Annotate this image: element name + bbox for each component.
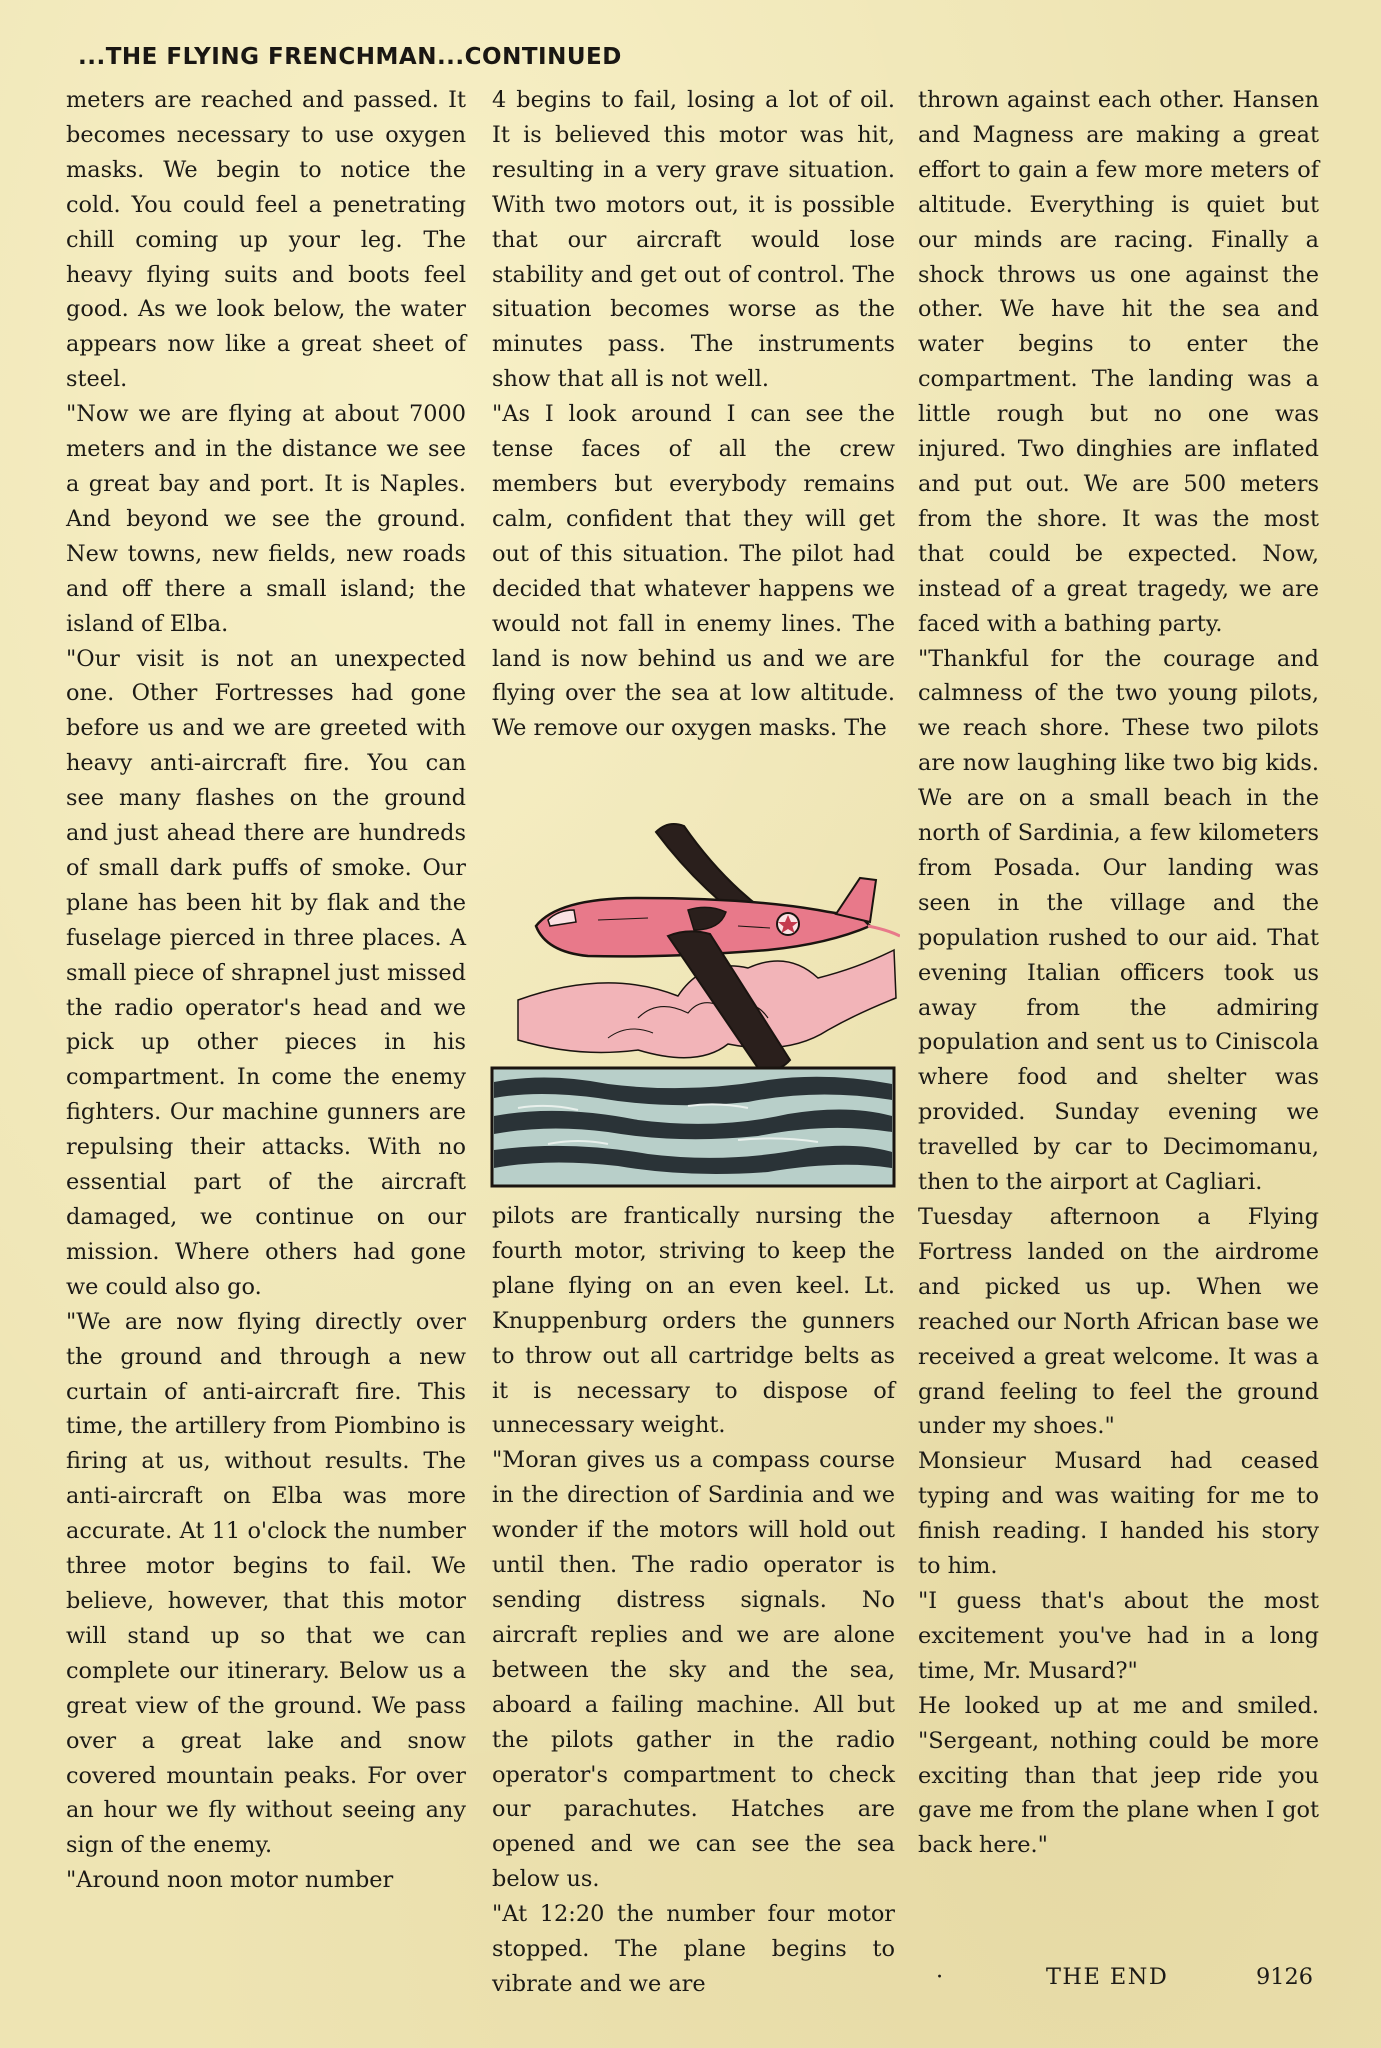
- page-code: 9126: [1256, 1964, 1313, 1990]
- text-column-2-top: [492, 83, 895, 746]
- column-1-text: meters are reached and passed. It becomes necessary to use oxygen masks. We begin to notice the cold. You could feel a penetrating chill coming up your leg. The heavy flying suits and boots feel good. As we look below, the water appears now like a great sheet of steel. "Now we are flying at about 7000 meters and in the distance we see a great bay and port. It is Naples. And beyond we see the ground. New towns, new fields, new roads and off there a small island; the island of Elba. "Our visit is not an unexpected one. Other Fortresses had gone before us and we are greeted with heavy anti-aircraft fire. You can see many flashes on the ground and just ahead there are hundreds of small dark puffs of smoke. Our plane has been hit by flak and the fuselage pierced in three places. A small piece of shrapnel just missed the radio operator's head and we pick up other pieces in his compartment. In come the enemy fighters. Our machine gunners are repulsing their attacks. With no essential part of the aircraft damaged, we continue on our mission. Where others had gone we could also go. "We are now flying directly over the ground and through a new curtain of anti-aircraft fire. This time, the artillery from Piombino is firing at us, without results. The anti-aircraft on Elba was more accurate. At 11 o'clock the number three motor begins to fail. We believe, however, that this motor will stand up so that we can complete our itinerary. Below us a great view of the ground. We pass over a great lake and snow covered mountain peaks. For over an hour we fly without seeing any sign of the enemy. "Around noon motor number: [66, 87, 466, 1894]
- column-2-bottom-text: pilots are frantically nursing the fourth motor, striving to keep the plane flying on an even keel. Lt. Knuppenburg orders the gunners to throw out all cartridge belts as it is necessary to dispose of unnecessary weight. "Moran gives us a compass course in the direction of Sardinia and we wonder if the motors will hold out until then. The radio operator is sending distress signals. No aircraft replies and we are alone between the sky and the sea, aboard a failing machine. All but the pilots gather in the radio operator's compartment to check our parachutes. Hatches are opened and we can see the sea below us. "At 12:20 the number four motor stopped. The plane begins to vibrate and we are: [492, 1203, 895, 1997]
- plane-over-sea-illustration: [488, 818, 900, 1190]
- column-2-top-text: 4 begins to fail, losing a lot of oil. It is believed this motor was hit, resulting in a very grave situation. With two motors out, it is possible that our aircraft would lose stability and get out of control. The situation becomes worse as the minutes pass. The instruments show that all is not well. "As I look around I can see the tense faces of all the crew members but everybody remains calm, confident that they will get out of this situation. The pilot had decided that whatever happens we would not fall in enemy lines. The land is now behind us and we are flying over the sea at low altitude. We remove our oxygen masks. The: [492, 87, 895, 742]
- the-end-label: THE END: [1046, 1964, 1169, 1990]
- text-column-1: [66, 83, 466, 1898]
- sea-panel: [492, 1068, 894, 1186]
- bullet-dot: ·: [936, 1964, 944, 1990]
- text-column-3: [918, 83, 1319, 1863]
- text-column-2-bottom: [492, 1199, 895, 2002]
- column-3-text: thrown against each other. Hansen and Magness are making a great effort to gain a few more meters of altitude. Everything is quiet but our minds are racing. Finally a shock throws us one against the other. We have hit the sea and water begins to enter the compartment. The landing was a little rough but no one was injured. Two dinghies are inflated and put out. We are 500 meters from the shore. It was the most that could be expected. Now, instead of a great tragedy, we are faced with a bathing party. "Thankful for the courage and calmness of the two young pilots, we reach shore. These two pilots are now laughing like two big kids. We are on a small beach in the north of Sardinia, a few kilometers from Posada. Our landing was seen in the village and the population rushed to our aid. That evening Italian officers took us away from the admiring population and sent us to Ciniscola where food and shelter was provided. Sunday evening we travelled by car to Decimomanu, then to the airport at Cagliari. Tuesday afternoon a Flying Fortress landed on the airdrome and picked us up. When we reached our North African base we received a great welcome. It was a grand feeling to feel the ground under my shoes." Monsieur Musard had ceased typing and was waiting for me to finish reading. I handed his story to him. "I guess that's about the most excitement you've had in a long time, Mr. Musard?" He looked up at me and smiled. "Sergeant, nothing could be more exciting than that jeep ride you gave me from the plane when I got back here.": [918, 87, 1319, 1859]
- page-header-title: ...THE FLYING FRENCHMAN...CONTINUED: [78, 44, 622, 70]
